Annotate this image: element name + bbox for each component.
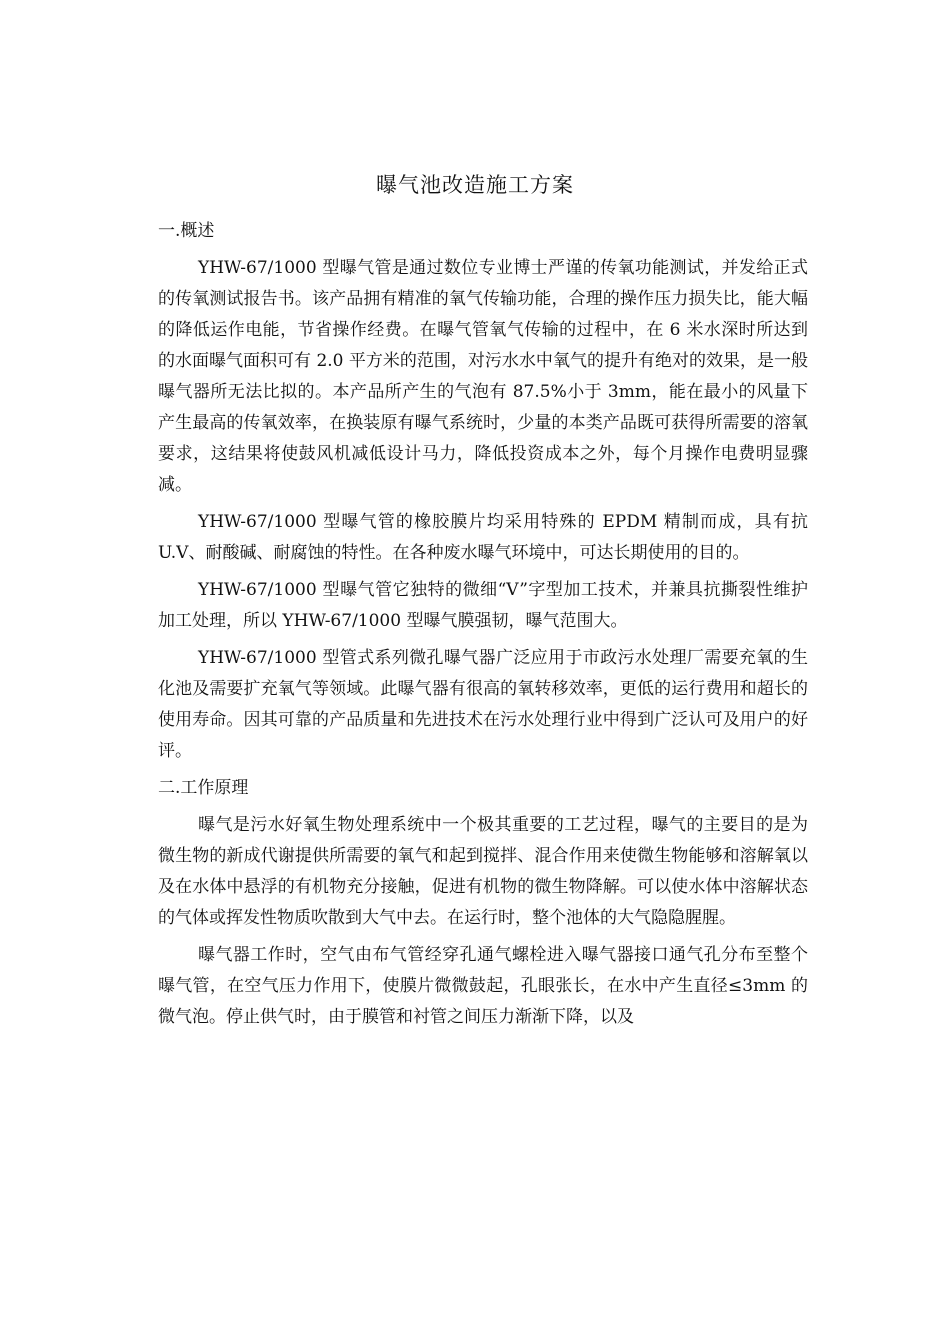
paragraph: YHW-67/1000 型曝气管是通过数位专业博士严谨的传氧功能测试，并发给正式的传氧测试报告书。该产品拥有精准的氧气传输功能，合理的操作压力损失比，能大幅的降低运作电能，节省操作经费。在曝气管氧气传输的过程中，在 6 米水深时所达到的水面曝气面积可有 2.0 平方米的范围，对污水水中氧气的提升有绝对的效果，是一般曝气器所无法比拟的。本产品所产生的气泡有 87.5%小于 3mm，能在最小的风量下产生最高的传氧效率，在换装原有曝气系统时，少量的本类产品既可获得所需要的溶氧要求，这结果将使鼓风机减低设计马力，降低投资成本之外，每个月操作电费明显骤减。 <box>158 258 808 495</box>
paragraph: YHW-67/1000 型曝气管它独特的微细“V”字型加工技术，并兼具抗撕裂性维护加工处理，所以 YHW-67/1000 型曝气膜强韧，曝气范围大。 <box>158 580 808 631</box>
paragraph: YHW-67/1000 型管式系列微孔曝气器广泛应用于市政污水处理厂需要充氧的生化池及需要扩充氧气等领域。此曝气器有很高的氧转移效率，更低的运行费用和超长的使用寿命。因其可靠的产品质量和先进技术在污水处理行业中得到广泛认可及用户的好评。 <box>158 648 808 761</box>
paragraph: YHW-67/1000 型曝气管的橡胶膜片均采用特殊的 EPDM 精制而成，具有抗 U.V、耐酸碱、耐腐蚀的特性。在各种废水曝气环境中，可达长期使用的目的。 <box>158 512 808 563</box>
document-body <box>158 216 808 1039</box>
paragraph: 曝气是污水好氧生物处理系统中一个极其重要的工艺过程，曝气的主要目的是为微生物的新成代谢提供所需要的氧气和起到搅拌、混合作用来使微生物能够和溶解氧以及在水体中悬浮的有机物充分接触，促进有机物的微生物降解。可以使水体中溶解状态的气体或挥发性物质吹散到大气中去。在运行时，整个池体的大气隐隐腥腥。 <box>158 815 808 928</box>
section-heading-working-principle: 二.工作原理 <box>158 778 249 798</box>
section-heading-overview: 一.概述 <box>158 221 215 241</box>
page-title: 曝气池改造施工方案 <box>376 173 574 197</box>
paragraph: 曝气器工作时，空气由布气管经穿孔通气螺栓进入曝气器接口通气孔分布至整个曝气管，在空气压力作用下，使膜片微微鼓起，孔眼张长，在水中产生直径≤3mm 的微气泡。停止供气时，由于膜管和衬管之间压力渐渐下降，以及 <box>158 945 808 1027</box>
